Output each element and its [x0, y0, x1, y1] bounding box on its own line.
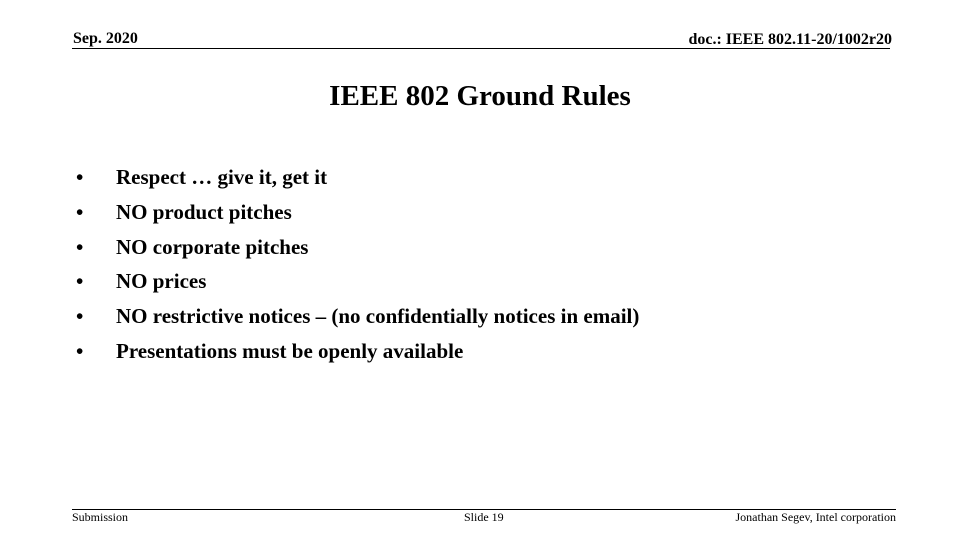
bullet-icon: • [76, 338, 84, 363]
footer-submission: Submission [72, 510, 129, 524]
footer-slide-number: Slide 19 [464, 510, 504, 524]
bullet-icon: • [76, 165, 84, 189]
slide-title: IEEE 802 Ground Rules [329, 80, 631, 112]
bullet-text: NO prices [116, 269, 207, 294]
bullet-text: NO product pitches [116, 199, 292, 224]
header-date: Sep. 2020 [73, 30, 138, 47]
bullet-text: NO corporate pitches [116, 234, 309, 259]
footer-author: Jonathan Segev, Intel corporation [735, 510, 896, 524]
header-document-id: doc.: IEEE 802.11-20/1002r20 [688, 31, 892, 48]
bullet-icon: • [76, 199, 84, 224]
bullet-text: Respect … give it, get it [116, 165, 328, 189]
header-divider [72, 48, 890, 49]
bullet-icon: • [76, 269, 84, 294]
bullet-icon: • [76, 234, 84, 259]
bullet-text: NO restrictive notices – (no confidentially notices in email) [116, 304, 640, 329]
bullet-text: Presentations must be openly available [116, 338, 464, 363]
bullet-icon: • [76, 304, 84, 329]
